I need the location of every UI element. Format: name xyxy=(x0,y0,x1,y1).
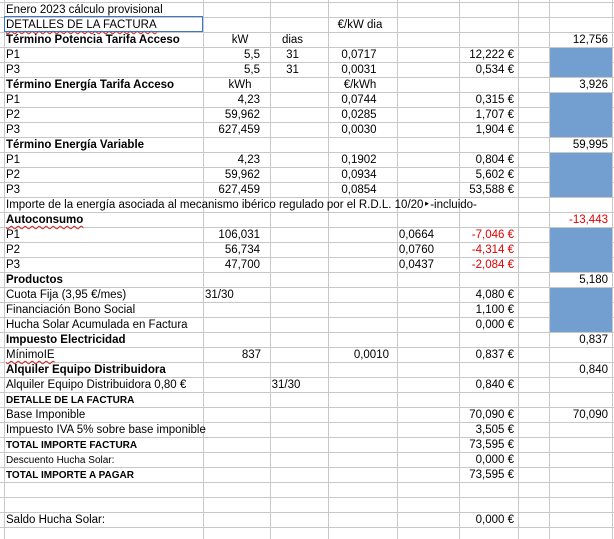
cell-g12[interactable]: 5,602 € xyxy=(475,169,514,181)
selected-cell[interactable] xyxy=(4,16,203,32)
cell-c26[interactable]: 31/30 xyxy=(271,379,301,391)
cell-a32[interactable]: TOTAL IMPORTE A PAGAR xyxy=(6,470,134,481)
highlight-block xyxy=(550,228,612,272)
cell-a16[interactable]: P1 xyxy=(6,229,21,241)
cell-g30[interactable]: 73,595 € xyxy=(469,439,514,451)
cell-g28[interactable]: 70,090 € xyxy=(469,409,514,421)
cell-g18[interactable]: -2,084 € xyxy=(471,259,514,271)
cell-a28[interactable]: Base Imponible xyxy=(6,409,86,421)
cell-g31[interactable]: 0,000 € xyxy=(475,454,514,466)
cell-g20[interactable]: 4,080 € xyxy=(475,289,514,301)
cell-h6[interactable]: 3,926 xyxy=(579,79,608,91)
cell-a14[interactable]: Importe de la energía asociada al mecanismo ibérico regulado por el R.D.L. 10/20‣-incluido- xyxy=(6,199,477,211)
cell-g13[interactable]: 53,588 € xyxy=(469,184,514,196)
cell-a6[interactable]: Término Energía Tarifa Acceso xyxy=(6,79,175,91)
cell-h28[interactable]: 70,090 xyxy=(572,409,608,421)
cell-b18[interactable]: 47,700 xyxy=(224,259,260,271)
cell-a19[interactable]: Productos xyxy=(6,274,63,286)
cell-b4[interactable]: 5,5 xyxy=(244,49,260,61)
cell-g21[interactable]: 1,100 € xyxy=(475,304,514,316)
cell-b6[interactable]: kWh xyxy=(228,79,252,91)
cell-d5[interactable]: 0,0031 xyxy=(341,64,377,76)
cell-b9[interactable]: 627,459 xyxy=(218,124,260,136)
cell-a23[interactable]: Impuesto Electricidad xyxy=(6,334,126,346)
cell-g11[interactable]: 0,804 € xyxy=(475,154,514,166)
cell-e16[interactable]: 0,0664 xyxy=(398,229,434,241)
cell-a26[interactable]: Alquiler Equipo Distribuidora 0,80 € xyxy=(6,379,187,391)
cell-g32[interactable]: 73,595 € xyxy=(469,469,514,481)
cell-h15[interactable]: -13,443 xyxy=(568,214,608,226)
highlight-block xyxy=(550,93,612,137)
cell-e18[interactable]: 0,0437 xyxy=(398,259,434,271)
cell-d2[interactable]: €/kW dia xyxy=(337,19,383,31)
cell-a5[interactable]: P3 xyxy=(6,64,21,76)
cell-g7[interactable]: 0,315 € xyxy=(475,94,514,106)
cell-a7[interactable]: P1 xyxy=(6,94,21,106)
cell-d11[interactable]: 0,1902 xyxy=(341,154,377,166)
cell-a3[interactable]: Término Potencia Tarifa Acceso xyxy=(6,34,180,46)
cell-d4[interactable]: 0,0717 xyxy=(341,49,377,61)
cell-b24[interactable]: 837 xyxy=(241,349,261,361)
cell-g29[interactable]: 3,505 € xyxy=(475,424,514,436)
cell-a22[interactable]: Hucha Solar Acumulada en Factura xyxy=(6,319,188,331)
cell-h19[interactable]: 5,180 xyxy=(579,274,608,286)
cell-b3[interactable]: kW xyxy=(231,34,249,46)
cell-g17[interactable]: -4,314 € xyxy=(471,244,514,256)
cell-g16[interactable]: -7,046 € xyxy=(471,229,514,241)
cell-g8[interactable]: 1,707 € xyxy=(475,109,514,121)
cell-a30[interactable]: TOTAL IMPORTE FACTURA xyxy=(6,440,138,451)
cell-h23[interactable]: 0,837 xyxy=(579,334,608,346)
cell-a27[interactable]: DETALLE DE LA FACTURA xyxy=(6,395,135,406)
cell-e24[interactable]: 0,0010 xyxy=(353,349,389,361)
cell-a1[interactable]: Enero 2023 cálculo provisional xyxy=(6,4,163,16)
cell-a8[interactable]: P2 xyxy=(6,109,21,121)
cell-a31[interactable]: Descuento Hucha Solar: xyxy=(6,455,115,466)
cell-a17[interactable]: P2 xyxy=(6,244,21,256)
cell-h25[interactable]: 0,840 xyxy=(579,364,608,376)
cell-a24[interactable]: MínimoIE xyxy=(6,349,55,361)
cell-a15[interactable]: Autoconsumo xyxy=(6,214,84,226)
highlight-block xyxy=(550,48,612,77)
cell-a18[interactable]: P3 xyxy=(6,259,21,271)
cell-a9[interactable]: P3 xyxy=(6,124,21,136)
cell-g9[interactable]: 1,904 € xyxy=(475,124,514,136)
cell-g35[interactable]: 0,000 € xyxy=(475,514,514,526)
cell-b16[interactable]: 106,031 xyxy=(218,229,260,241)
cell-c5[interactable]: 31 xyxy=(286,64,299,76)
cell-c3[interactable]: dias xyxy=(281,34,304,46)
cell-d13[interactable]: 0,0854 xyxy=(341,184,377,196)
cell-a11[interactable]: P1 xyxy=(6,154,21,166)
cell-a25[interactable]: Alquiler Equipo Distribuidora xyxy=(6,364,166,376)
cell-b5[interactable]: 5,5 xyxy=(244,64,260,76)
highlight-block xyxy=(550,153,612,197)
cell-g22[interactable]: 0,000 € xyxy=(475,319,514,331)
highlight-block xyxy=(550,288,612,332)
cell-b8[interactable]: 59,962 xyxy=(224,109,260,121)
cell-a35[interactable]: Saldo Hucha Solar: xyxy=(6,514,106,526)
cell-c4[interactable]: 31 xyxy=(286,49,299,61)
cell-d12[interactable]: 0,0934 xyxy=(341,169,377,181)
cell-a2[interactable]: DETALLES DE LA FACTURA xyxy=(6,19,157,31)
cell-g4[interactable]: 12,222 € xyxy=(469,49,514,61)
cell-d7[interactable]: 0,0744 xyxy=(341,94,377,106)
cell-d9[interactable]: 0,0030 xyxy=(341,124,377,136)
cell-a21[interactable]: Financiación Bono Social xyxy=(6,304,136,316)
cell-a20[interactable]: Cuota Fija (3,95 €/mes) xyxy=(6,289,127,301)
cell-a10[interactable]: Término Energía Variable xyxy=(6,139,145,151)
cell-g24[interactable]: 0,837 € xyxy=(475,349,514,361)
cell-h3[interactable]: 12,756 xyxy=(572,34,608,46)
cell-g26[interactable]: 0,840 € xyxy=(475,379,514,391)
cell-b13[interactable]: 627,459 xyxy=(218,184,260,196)
cell-d8[interactable]: 0,0285 xyxy=(341,109,377,121)
cell-b17[interactable]: 56,734 xyxy=(224,244,260,256)
cell-b12[interactable]: 59,962 xyxy=(224,169,260,181)
cell-a12[interactable]: P2 xyxy=(6,169,21,181)
cell-e17[interactable]: 0,0760 xyxy=(398,244,434,256)
cell-h10[interactable]: 59,995 xyxy=(572,139,608,151)
cell-a29[interactable]: Impuesto IVA 5% sobre base imponible xyxy=(6,424,206,436)
cell-b7[interactable]: 4,23 xyxy=(237,94,260,106)
cell-b11[interactable]: 4,23 xyxy=(237,154,260,166)
cell-d6[interactable]: €/kWh xyxy=(343,79,377,91)
cell-c20[interactable]: 31/30 xyxy=(205,289,234,301)
cell-g5[interactable]: 0,534 € xyxy=(475,64,514,76)
cell-a13[interactable]: P3 xyxy=(6,184,21,196)
cell-a4[interactable]: P1 xyxy=(6,49,21,61)
